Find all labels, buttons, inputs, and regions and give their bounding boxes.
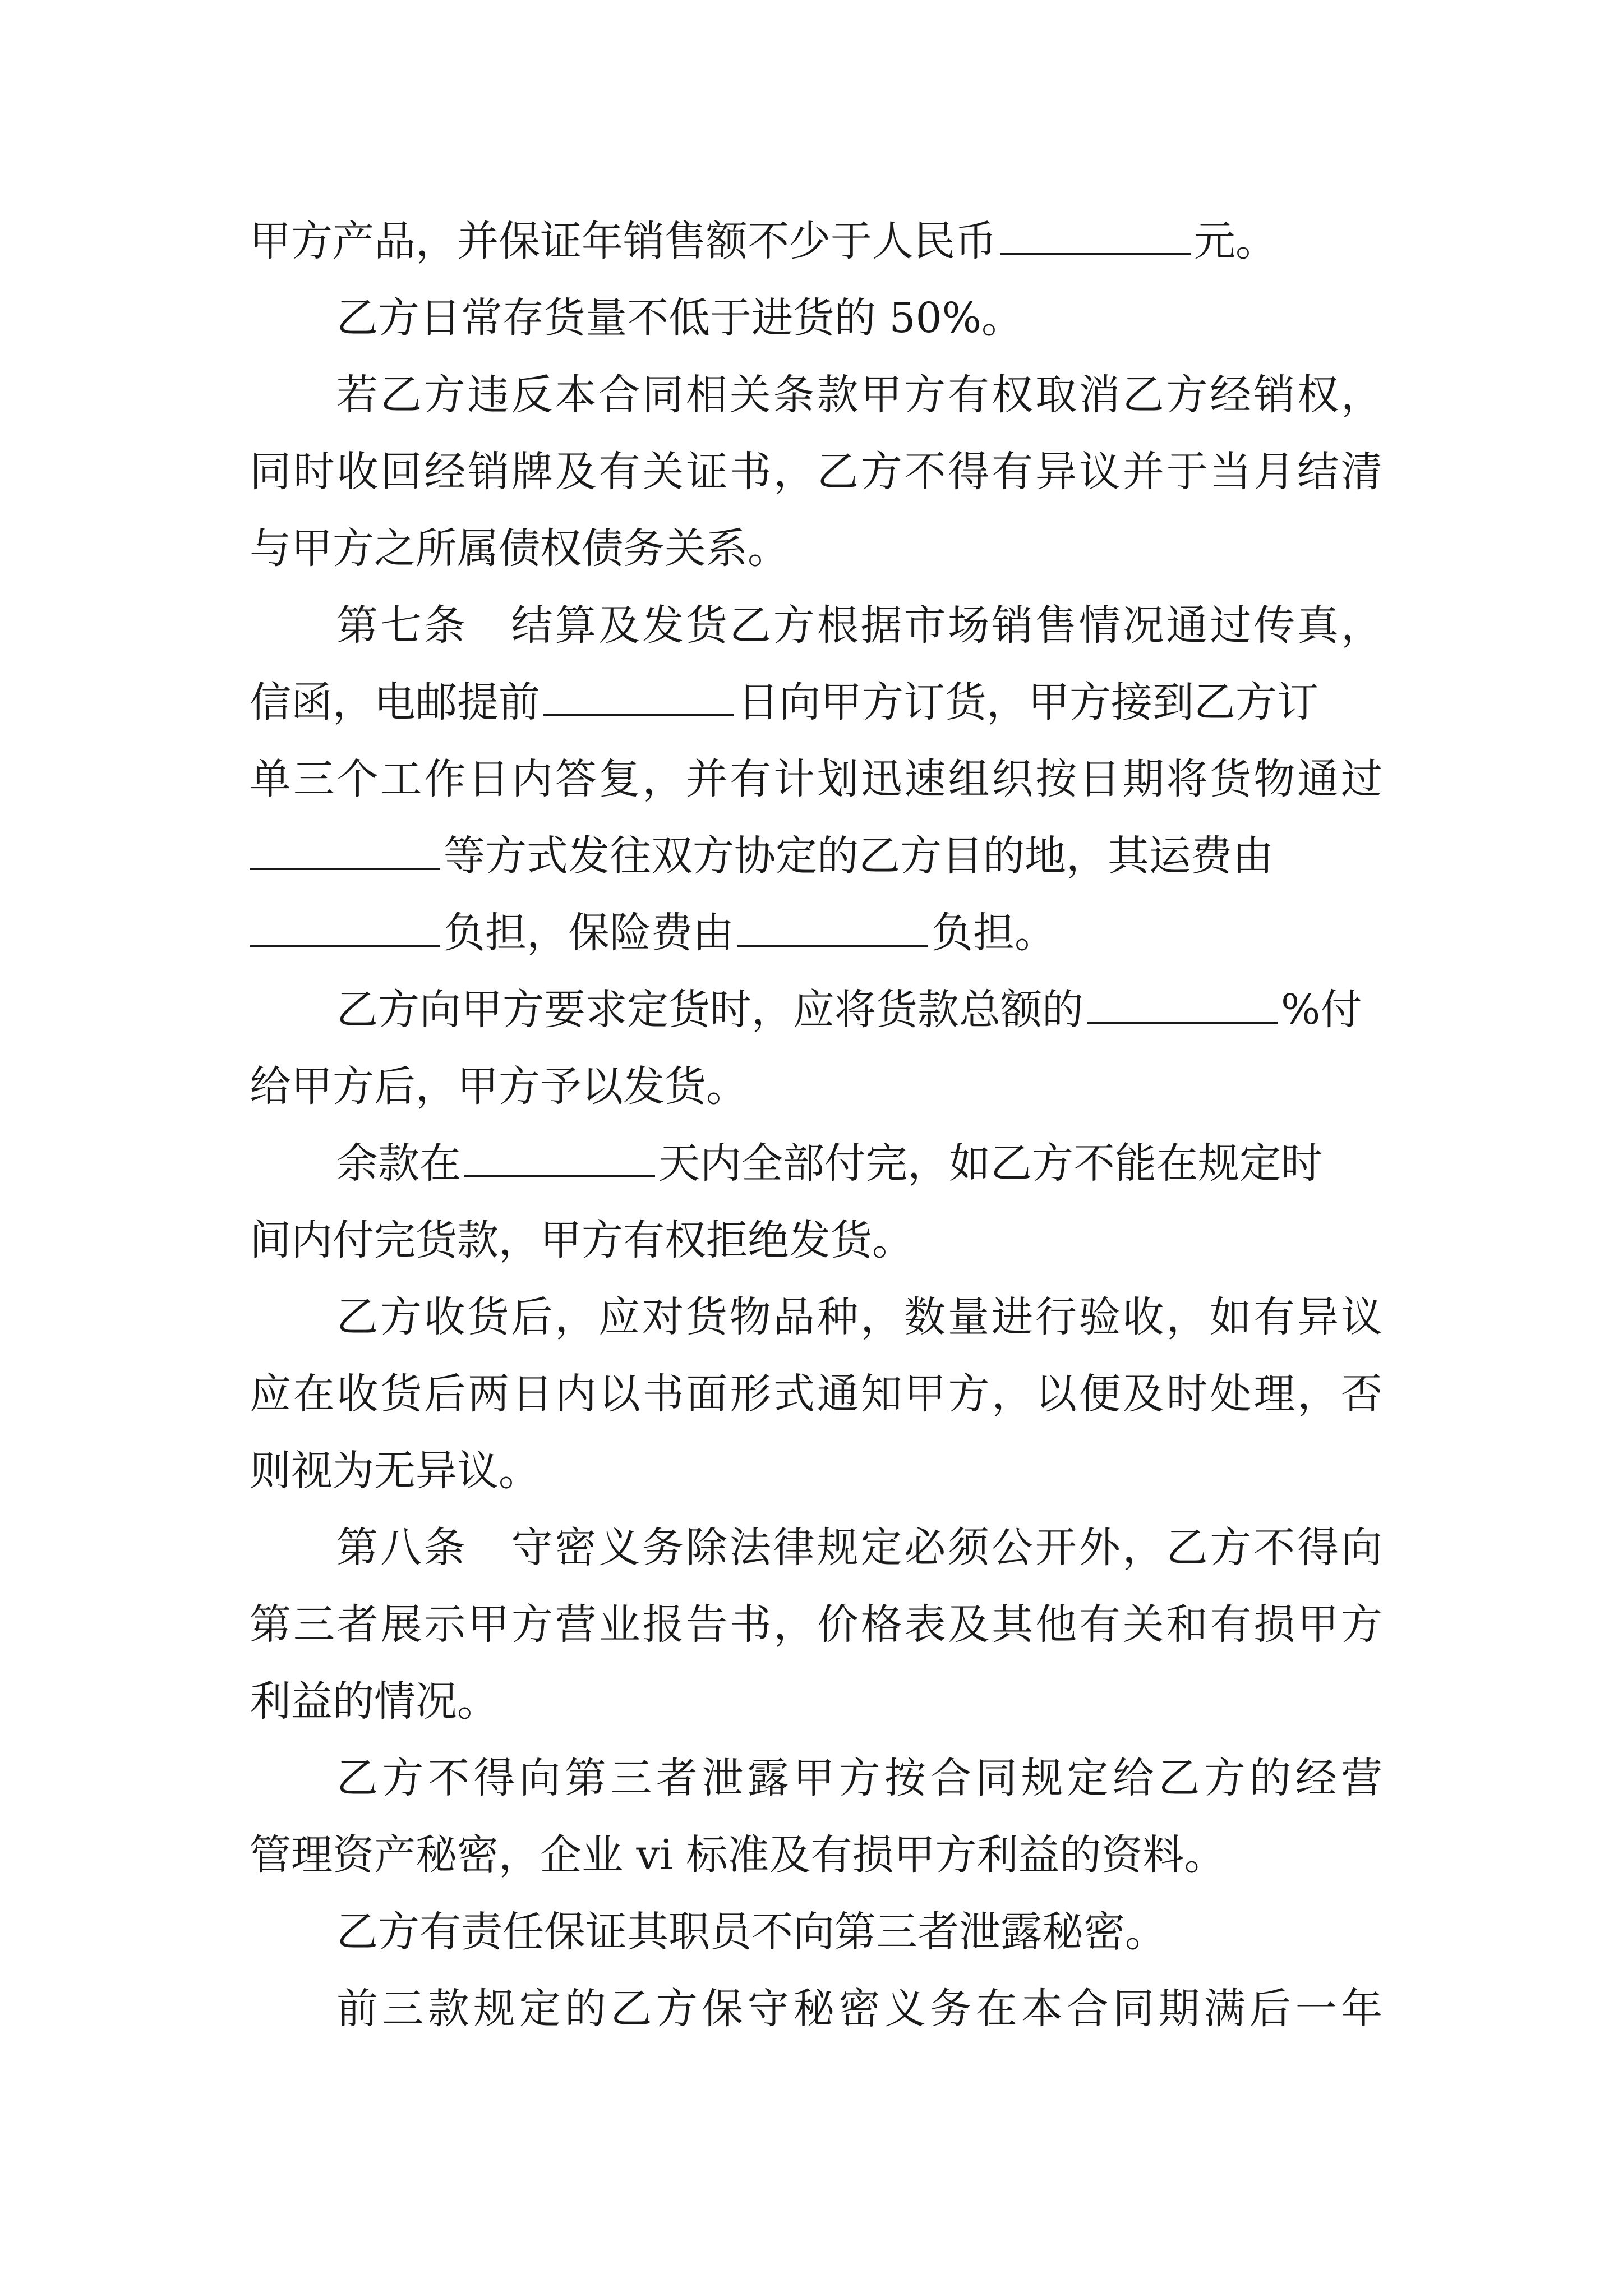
text-line-12: 给甲方后，甲方予以发货。 — [250, 1062, 748, 1111]
fill-in-blank[interactable] — [737, 905, 928, 947]
text-line-8: 单三个工作日内答复，并有计划迅速组织按日期将货物通过 — [250, 755, 1382, 803]
text-line-5: 与甲方之所属债权债务关系。 — [250, 524, 789, 573]
fill-in-blank[interactable] — [543, 675, 734, 716]
text-line-16: 应在收货后两日内以书面形式通知甲方，以便及时处理，否 — [250, 1370, 1382, 1418]
text-line-24: 前三款规定的乙方保守秘密义务在本合同期满后一年 — [336, 1985, 1382, 2033]
text-line-22: 管理资产秘密，企业 vi 标准及有损甲方利益的资料。 — [250, 1831, 1226, 1879]
text-line-23: 乙方有责任保证其职员不向第三者泄露秘密。 — [336, 1908, 1166, 1956]
fill-in-blank[interactable] — [464, 1136, 655, 1177]
text-line-4: 同时收回经销牌及有关证书，乙方不得有异议并于当月结清 — [250, 448, 1382, 496]
fill-in-blank[interactable] — [250, 829, 440, 870]
text-line-21: 乙方不得向第三者泄露甲方按合同规定给乙方的经营 — [336, 1754, 1382, 1802]
text-line-7: 信函，电邮提前 日向甲方订货，甲方接到乙方订 — [250, 671, 1382, 733]
text-line-14: 间内付完货款，甲方有权拒绝发货。 — [250, 1216, 914, 1264]
text-line-20: 利益的情况。 — [250, 1677, 499, 1726]
fill-in-blank[interactable] — [1087, 982, 1278, 1024]
text-line-6: 第七条 结算及发货乙方根据市场销售情况通过传真， — [336, 601, 1382, 650]
text-line-2: 乙方日常存货量不低于进货的 50%。 — [336, 294, 1023, 342]
text-line-15: 乙方收货后，应对货物品种，数量进行验收，如有异议 — [336, 1293, 1382, 1341]
text-line-19: 第三者展示甲方营业报告书，价格表及其他有关和有损甲方 — [250, 1600, 1382, 1649]
fill-in-blank[interactable] — [1000, 214, 1191, 255]
text-line-17: 则视为无异议。 — [250, 1447, 540, 1495]
text-line-3: 若乙方违反本合同相关条款甲方有权取消乙方经销权， — [336, 371, 1382, 419]
text-line-1: 甲方产品，并保证年销售额不少于人民币 元。 — [250, 210, 1382, 272]
text-line-11: 乙方向甲方要求定货时，应将货款总额的 %付 — [336, 979, 1382, 1041]
text-line-18: 第八条 守密义务除法律规定必须公开外，乙方不得向 — [336, 1524, 1382, 1572]
text-line-13: 余款在 天内全部付完，如乙方不能在规定时 — [336, 1133, 1382, 1194]
fill-in-blank[interactable] — [250, 905, 440, 947]
text-line-10: 负担，保险费由 负担。 — [250, 902, 1382, 964]
text-line-9: 等方式发往双方协定的乙方目的地，其运费由 — [250, 825, 1382, 887]
